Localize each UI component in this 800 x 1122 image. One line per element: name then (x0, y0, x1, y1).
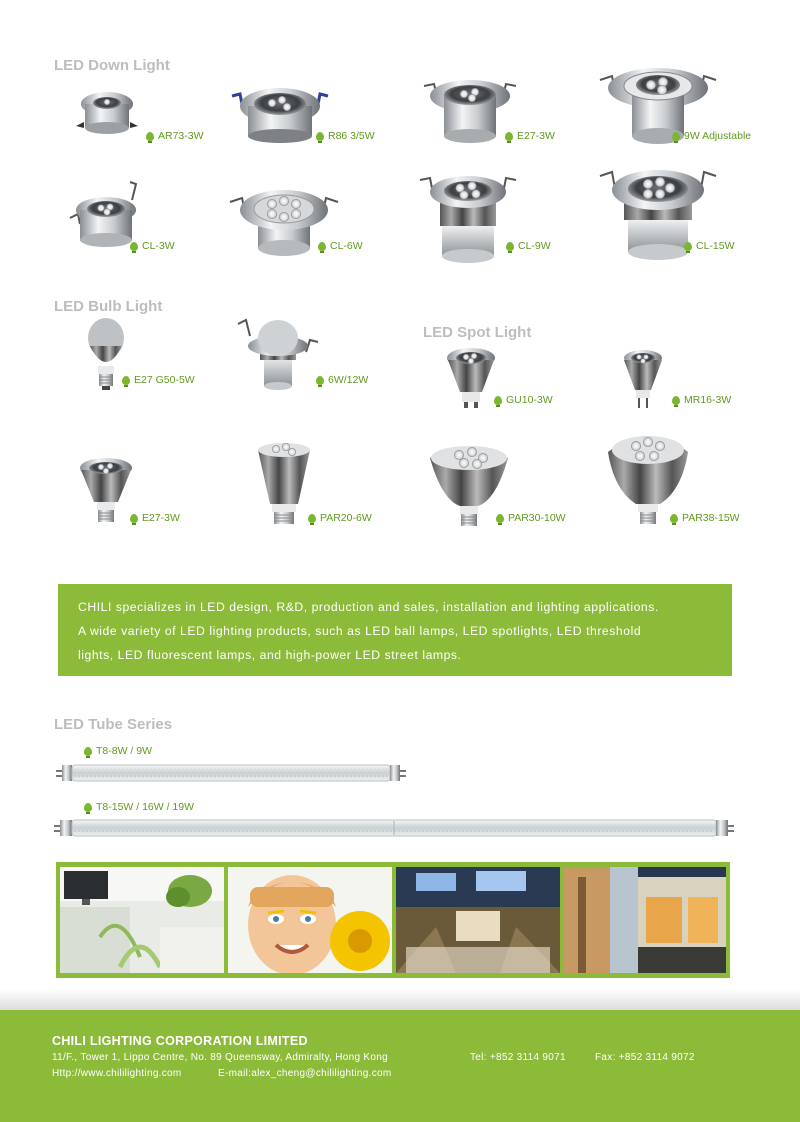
section-title-spot-light: LED Spot Light (423, 324, 532, 341)
product-label-9w-adjustable: 9W Adjustable (672, 130, 751, 142)
product-label-cl3: CL-3W (130, 240, 175, 252)
section-title-tube-series: LED Tube Series (54, 716, 173, 733)
product-image-t8-long (54, 816, 734, 840)
website-link[interactable]: Http://www.chililighting.com (52, 1068, 182, 1079)
bulb-icon (130, 242, 138, 251)
company-name: CHILI LIGHTING CORPORATION LIMITED (52, 1034, 308, 1048)
bulb-icon (84, 747, 92, 756)
product-image-ar73 (72, 82, 142, 142)
footer (0, 1010, 800, 1122)
bulb-icon (506, 242, 514, 251)
bulb-icon (122, 376, 130, 385)
product-image-mr16 (622, 348, 664, 410)
company-address: 11/F., Tower 1, Lippo Centre, No. 89 Queensway, Admiralty, Hong Kong (52, 1052, 388, 1063)
bulb-icon (316, 376, 324, 385)
banner-line-3: lights, LED fluorescent lamps, and high-power LED street lamps. (78, 648, 462, 662)
bulb-icon (670, 514, 678, 523)
bulb-icon (84, 803, 92, 812)
application-photo-strip (56, 862, 730, 978)
bulb-icon (308, 514, 316, 523)
footer-shadow (0, 990, 800, 1012)
product-image-gu10 (444, 346, 498, 410)
product-label-t8-long: T8-15W / 16W / 19W (84, 801, 194, 813)
product-label-ar73: AR73-3W (146, 130, 204, 142)
banquet-hall-photo (396, 867, 560, 973)
living-room-photo (60, 867, 224, 973)
product-label-6w-12w: 6W/12W (316, 374, 368, 386)
product-image-r86 (230, 78, 330, 150)
banner-line-1: CHILI specializes in LED design, R&D, production and sales, installation and lighting applications. (78, 600, 659, 614)
product-label-cl6: CL-6W (318, 240, 363, 252)
bulb-icon (684, 242, 692, 251)
fax: Fax: +852 3114 9072 (595, 1052, 695, 1063)
product-label-e27-down: E27-3W (505, 130, 555, 142)
section-title-bulb-light: LED Bulb Light (54, 298, 163, 315)
product-image-t8-short (56, 762, 406, 784)
product-label-mr16: MR16-3W (672, 394, 731, 406)
child-portrait-photo (228, 867, 392, 973)
bulb-icon (505, 132, 513, 141)
bulb-icon (494, 396, 502, 405)
bulb-icon (672, 132, 680, 141)
bulb-icon (146, 132, 154, 141)
banner-line-2: A wide variety of LED lighting products, such as LED ball lamps, LED spotlights, LED threshold (78, 624, 642, 638)
company-description-banner (58, 584, 732, 676)
product-label-cl9: CL-9W (506, 240, 551, 252)
product-label-t8-short: T8-8W / 9W (84, 745, 152, 757)
product-label-r86: R86 3/5W (316, 130, 375, 142)
product-image-par20 (252, 440, 316, 530)
bulb-icon (672, 396, 680, 405)
email-link[interactable]: E-mail:alex_cheng@chililighting.com (218, 1068, 392, 1079)
bulb-icon (316, 132, 324, 141)
product-label-e27-bulb: E27-3W (130, 512, 180, 524)
product-label-par20: PAR20-6W (308, 512, 372, 524)
product-label-par30: PAR30-10W (496, 512, 566, 524)
section-title-down-light: LED Down Light (54, 57, 170, 74)
bulb-icon (496, 514, 504, 523)
product-image-cl9 (416, 166, 520, 266)
telephone: Tel: +852 3114 9071 (470, 1052, 566, 1063)
bulb-icon (318, 242, 326, 251)
modern-house-photo (564, 867, 726, 973)
product-label-gu10: GU10-3W (494, 394, 553, 406)
product-image-e27-bulb (78, 456, 134, 528)
bulb-icon (130, 514, 138, 523)
product-label-g50: E27 G50-5W (122, 374, 195, 386)
product-image-6w-12w (236, 312, 320, 394)
product-label-cl15: CL-15W (684, 240, 735, 252)
product-label-par38: PAR38-15W (670, 512, 740, 524)
